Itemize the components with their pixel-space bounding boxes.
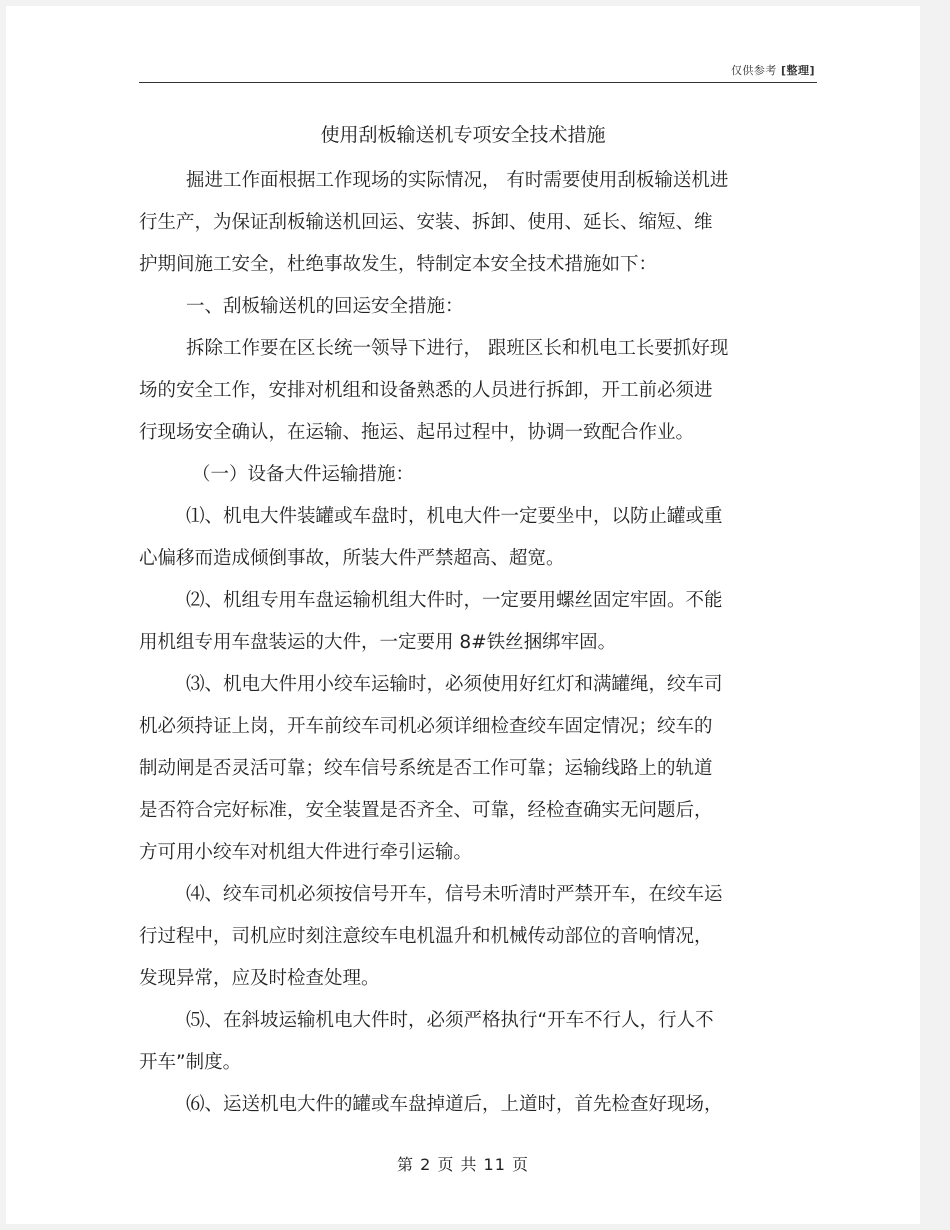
paragraph-line: 是否符合完好标准，安全装置是否齐全、可靠，经检查确实无问题后，: [139, 800, 713, 821]
page-footer: 第 2 页 共 11 页: [397, 1155, 529, 1174]
paragraph-line: 机必须持证上岗，开车前绞车司机必须详细检查绞车固定情况；绞车的: [139, 716, 713, 737]
paragraph-line: 行生产，为保证刮板输送机回运、安装、拆卸、使用、延长、缩短、维: [139, 212, 713, 233]
paragraph-line: 用机组专用车盘装运的大件，一定要用 8#铁丝捆绑牢固。: [139, 632, 617, 653]
paragraph-line: ⑹、运送机电大件的罐或车盘掉道后，上道时，首先检查好现场，: [186, 1094, 723, 1115]
paragraph-line: 拆除工作要在区长统一领导下进行， 跟班区长和机电工长要抓好现: [186, 338, 729, 359]
header-note: [731, 62, 815, 78]
paragraph-line: 场的安全工作，安排对机组和设备熟悉的人员进行拆卸，开工前必须进: [139, 380, 713, 401]
paragraph-line: 制动闸是否灵活可靠；绞车信号系统是否工作可靠；运输线路上的轨道: [139, 758, 713, 779]
paragraph-line: 心偏移而造成倾倒事故，所装大件严禁超高、超宽。: [139, 548, 565, 569]
paragraph-line: ⑷、绞车司机必须按信号开车，信号未听清时严禁开车，在绞车运: [186, 884, 723, 905]
paragraph-line: 护期间施工安全，杜绝事故发生，特制定本安全技术措施如下：: [139, 254, 658, 275]
paragraph-line: ⑵、机组专用车盘运输机组大件时，一定要用螺丝固定牢固。不能: [186, 590, 723, 611]
paragraph-line: 掘进工作面根据工作现场的实际情况， 有时需要使用刮板输送机进: [186, 170, 729, 191]
document-page: [6, 6, 920, 1224]
paragraph-line: 发现异常，应及时检查处理。: [139, 968, 380, 989]
paragraph-line: 方可用小绞车对机组大件进行牵引运输。: [139, 842, 473, 863]
paragraph-line: 开车”制度。: [139, 1052, 242, 1073]
paragraph-line: ⑴、机电大件装罐或车盘时，机电大件一定要坐中，以防止罐或重: [186, 506, 723, 527]
header-note-text: 仅供参考: [730, 64, 777, 77]
document-title: 使用刮板输送机专项安全技术措施: [320, 124, 606, 146]
paragraph-line: ⑸、在斜坡运输机电大件时，必须严格执行“开车不行人，行人不: [186, 1010, 714, 1031]
paragraph-line: ⑶、机电大件用小绞车运输时，必须使用好红灯和满罐绳，绞车司: [186, 674, 723, 695]
page-header: [139, 56, 817, 83]
header-tag: [整理]: [780, 64, 815, 77]
paragraph-line: 行现场安全确认，在运输、拖运、起吊过程中，协调一致配合作业。: [139, 422, 695, 443]
subsection-heading: （一）设备大件运输措施：: [192, 464, 415, 485]
paragraph-line: 行过程中，司机应时刻注意绞车电机温升和机械传动部位的音响情况，: [139, 926, 713, 947]
section-heading: 一、刮板输送机的回运安全措施：: [186, 296, 464, 317]
